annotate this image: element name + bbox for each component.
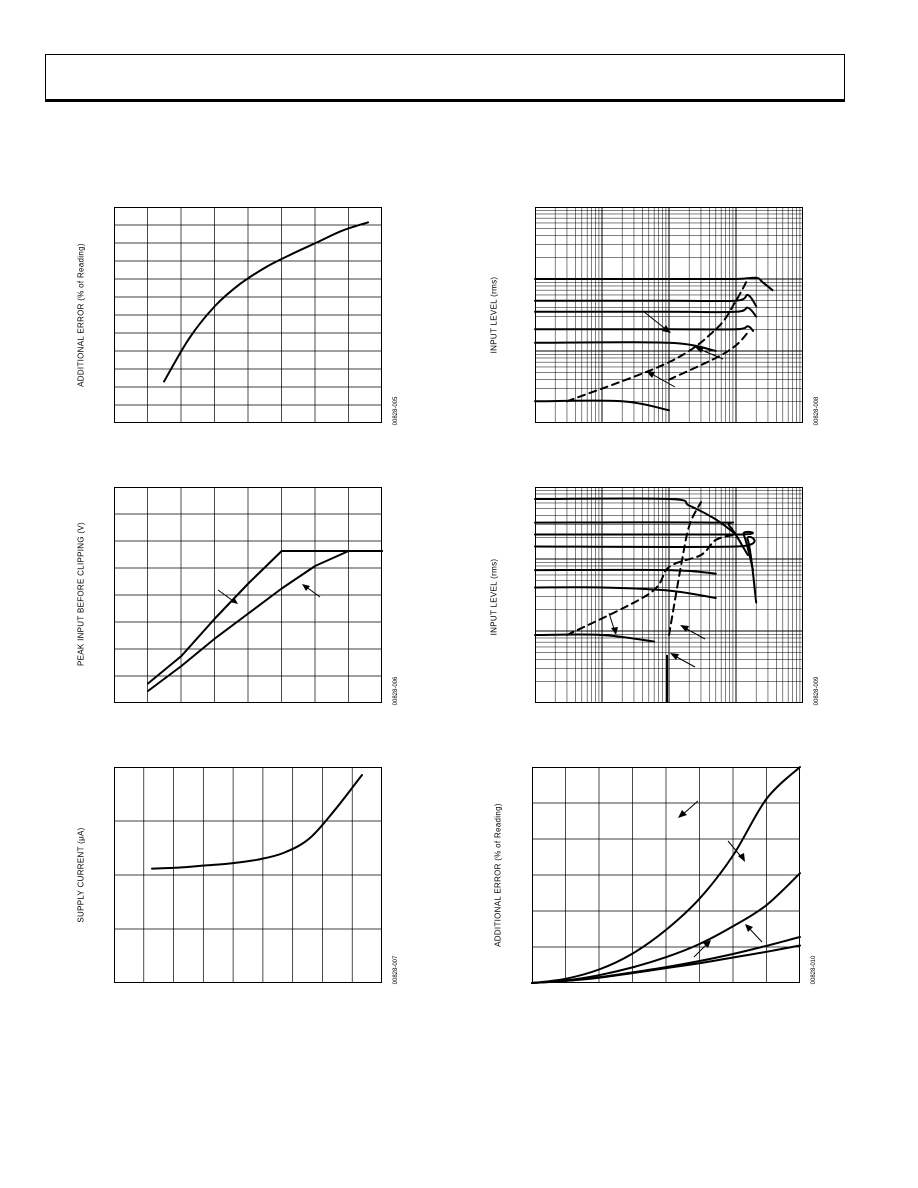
chart2-series-line — [148, 551, 382, 691]
chart4-series-line — [535, 278, 773, 291]
chart5-figure-id: 00828-009 — [814, 676, 820, 706]
chart5-series-line — [535, 570, 716, 574]
chart6-ylabel: ADDITIONAL ERROR (% of Reading) — [493, 803, 503, 947]
chart4-ylabel: INPUT LEVEL (rms) — [489, 276, 499, 354]
chart5-series-line — [535, 587, 716, 598]
chart4-series-line — [535, 308, 756, 317]
chart2-peak-input — [114, 487, 382, 703]
chart4-figure-id: 00828-008 — [814, 396, 820, 426]
chart4-series-line — [535, 295, 756, 306]
chart2-arrow-head — [302, 584, 310, 591]
chart3-series-line — [152, 775, 362, 869]
chart2-figure-id: 00828-006 — [393, 676, 399, 706]
chart5-series-line — [535, 499, 736, 535]
chart1-series-line — [164, 222, 368, 381]
chart5-input-level — [535, 487, 803, 703]
chart3-supply-current — [114, 767, 382, 983]
chart1-figure-id: 00828-005 — [393, 396, 399, 426]
chart3-figure-id: 00828-007 — [393, 955, 399, 985]
chart3-ylabel: SUPPLY CURRENT (μA) — [76, 827, 86, 923]
chart6-figure-id: 00828-010 — [811, 955, 817, 985]
header-box — [45, 54, 845, 102]
chart4-series-dashed — [567, 279, 748, 401]
chart4-series-line — [535, 342, 716, 351]
chart5-arrow-head — [670, 653, 679, 660]
chart6-additional-error — [532, 767, 800, 983]
chart1-additional-error — [114, 207, 382, 423]
chart1-ylabel: ADDITIONAL ERROR (% of Reading) — [76, 243, 86, 387]
chart4-arrow-head — [646, 371, 655, 378]
chart2-ylabel: PEAK INPUT BEFORE CLIPPING (V) — [76, 522, 86, 666]
chart5-ylabel: INPUT LEVEL (rms) — [489, 558, 499, 636]
chart5-series-dashed — [567, 535, 736, 636]
chart4-series-line — [535, 326, 753, 331]
chart4-input-level — [535, 207, 803, 423]
